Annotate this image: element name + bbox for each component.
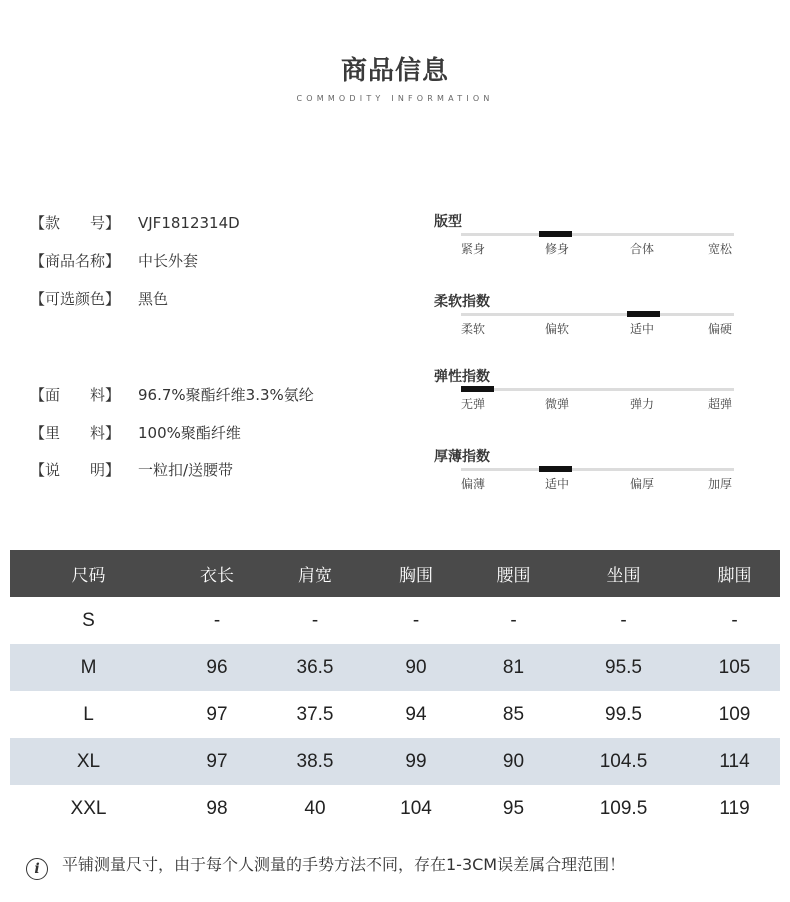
table-cell: - — [731, 609, 738, 631]
table-row — [10, 597, 780, 644]
measurement-note — [26, 852, 625, 880]
table-cell: 99 — [363, 738, 469, 785]
attribute-value: 一粒扣/送腰带 — [138, 461, 234, 479]
table-cell: M — [10, 644, 167, 691]
table-cell: - — [213, 609, 221, 631]
table-cell: - — [510, 609, 517, 631]
attribute-label: 【面 料】 — [30, 386, 121, 404]
page-title: 商品信息 — [340, 56, 449, 86]
table-cell: 104 — [400, 797, 432, 819]
table-cell: 95.5 — [558, 644, 689, 691]
size-table — [10, 550, 780, 832]
column-header: 腰围 — [469, 550, 558, 597]
table-cell: 99.5 — [605, 703, 642, 725]
column-header: 坐围 — [558, 550, 689, 597]
attribute-label: 【款 号】 — [30, 214, 121, 232]
meter-option: 柔软 — [461, 322, 486, 336]
table-cell: 81 — [469, 644, 558, 691]
meter-elasticity — [434, 366, 734, 411]
table-cell: 104.5 — [558, 738, 689, 785]
attribute-value: 100%聚酯纤维 — [138, 424, 241, 442]
meter-option: 超弹 — [708, 397, 733, 411]
table-cell: - — [412, 609, 420, 631]
table-cell: 105 — [689, 644, 780, 691]
meter-softness — [434, 291, 734, 336]
column-header: 脚围 — [689, 550, 780, 597]
table-cell: 98 — [206, 797, 228, 819]
table-row — [10, 785, 780, 832]
attribute-lining — [30, 422, 241, 443]
table-cell: 85 — [502, 703, 525, 725]
column-header: 肩宽 — [267, 550, 363, 597]
table-cell: 109 — [718, 703, 751, 725]
attribute-fabric — [30, 384, 314, 405]
table-cell: 109.5 — [599, 797, 648, 819]
attribute-value: 黑色 — [138, 290, 169, 308]
meter-title: 弹性指数 — [434, 369, 490, 385]
table-cell: 38.5 — [267, 738, 363, 785]
attribute-label: 【可选颜色】 — [30, 290, 121, 308]
meter-option: 适中 — [545, 477, 570, 491]
attribute-colors — [30, 288, 168, 309]
meter-track — [461, 233, 734, 236]
meter-option: 弹力 — [630, 397, 655, 411]
meter-track — [461, 388, 734, 391]
page-subtitle: COMMODITY INFORMATION — [296, 94, 494, 103]
table-cell: 119 — [719, 797, 750, 819]
attribute-label: 【商品名称】 — [30, 252, 121, 270]
meter-option: 偏厚 — [630, 477, 655, 491]
table-cell: 95 — [502, 797, 525, 819]
meter-option: 偏硬 — [708, 322, 733, 336]
table-cell: 96 — [167, 644, 267, 691]
attribute-value: 96.7%聚酯纤维3.3%氨纶 — [138, 386, 314, 404]
attribute-label: 【说 明】 — [30, 461, 121, 479]
meter-option: 微弹 — [545, 397, 570, 411]
meter-option: 宽松 — [708, 242, 733, 256]
table-cell: - — [311, 609, 319, 631]
attribute-value: VJF1812314D — [138, 214, 240, 232]
meter-track — [461, 313, 734, 316]
meter-option: 偏薄 — [461, 477, 486, 491]
table-row — [10, 738, 780, 785]
meter-title: 厚薄指数 — [434, 449, 490, 465]
meter-option: 加厚 — [708, 477, 733, 491]
table-cell: 97 — [206, 703, 228, 725]
meter-thickness — [434, 446, 734, 491]
attribute-product-name — [30, 250, 198, 271]
table-row — [10, 644, 780, 691]
attribute-description — [30, 459, 233, 480]
table-cell: 90 — [469, 738, 558, 785]
table-cell: - — [620, 609, 627, 631]
meter-title: 版型 — [434, 214, 462, 230]
meter-option: 适中 — [630, 322, 655, 336]
table-cell: 90 — [363, 644, 469, 691]
info-icon: i — [26, 858, 48, 880]
meter-option: 无弹 — [461, 397, 486, 411]
table-cell: 40 — [304, 797, 326, 819]
meter-option: 偏软 — [545, 322, 570, 336]
table-cell: 37.5 — [296, 703, 334, 725]
table-cell: L — [83, 703, 94, 725]
note-text: 平铺测量尺寸，由于每个人测量的手势方法不同，存在1-3CM误差属合理范围！ — [62, 855, 626, 874]
meter-title: 柔软指数 — [434, 294, 490, 310]
column-header: 衣长 — [167, 550, 267, 597]
table-cell: 97 — [167, 738, 267, 785]
table-cell: XL — [10, 738, 167, 785]
meter-option: 合体 — [630, 242, 655, 256]
table-cell: XXL — [70, 797, 107, 819]
meter-marker — [627, 311, 660, 317]
attribute-label: 【里 料】 — [30, 424, 121, 442]
column-header: 胸围 — [363, 550, 469, 597]
meter-marker — [539, 231, 572, 237]
meter-track — [461, 468, 734, 471]
meter-option: 修身 — [545, 242, 570, 256]
meter-marker — [539, 466, 572, 472]
table-cell: 94 — [405, 703, 427, 725]
table-cell: 36.5 — [267, 644, 363, 691]
table-header-row — [10, 550, 780, 597]
attribute-style-number — [30, 212, 240, 233]
table-cell: S — [82, 609, 95, 631]
column-header: 尺码 — [10, 550, 167, 597]
attribute-value: 中长外套 — [138, 252, 199, 270]
table-cell: 114 — [689, 738, 780, 785]
meter-fit — [434, 211, 734, 256]
meter-marker — [461, 386, 494, 392]
table-row — [10, 691, 780, 738]
meter-option: 紧身 — [461, 242, 486, 256]
